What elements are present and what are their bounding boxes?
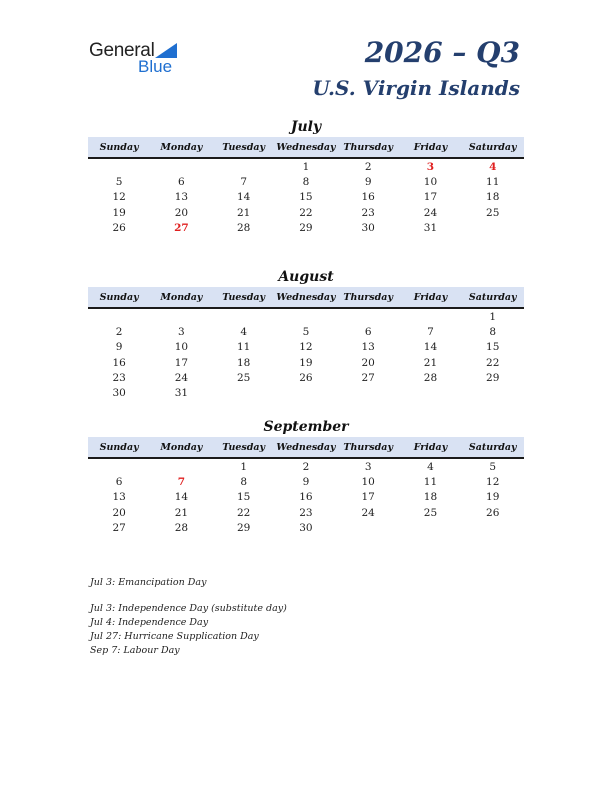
day-cell: 13 bbox=[112, 491, 126, 504]
month-august bbox=[88, 267, 524, 401]
week-row bbox=[88, 324, 524, 339]
weekday-friday: Friday bbox=[413, 441, 448, 453]
day-cell: 2 bbox=[115, 325, 123, 338]
weekday-thursday: Thursday bbox=[343, 141, 393, 153]
day-cell: 17 bbox=[174, 356, 189, 369]
day-cell: 5 bbox=[115, 175, 123, 188]
day-cell: 28 bbox=[174, 521, 189, 534]
weekday-sunday: Sunday bbox=[99, 291, 139, 303]
logo-general-text: General bbox=[89, 40, 155, 61]
day-cell: 30 bbox=[112, 387, 126, 400]
logo-triangle-icon bbox=[155, 43, 177, 58]
day-cell: 15 bbox=[486, 341, 500, 354]
day-cell: 4 bbox=[427, 460, 434, 473]
day-cell: 11 bbox=[423, 475, 438, 488]
day-cell: 31 bbox=[423, 221, 438, 234]
logo-blue-text: Blue bbox=[138, 57, 173, 76]
weekday-friday: Friday bbox=[413, 141, 448, 153]
day-cell: 14 bbox=[174, 491, 189, 504]
weekday-wednesday: Wednesday bbox=[276, 441, 336, 453]
day-cell: 27 bbox=[112, 521, 126, 534]
day-cell: 30 bbox=[299, 521, 313, 534]
week-row bbox=[88, 220, 524, 235]
day-cell: 10 bbox=[174, 341, 189, 354]
day-cell: 22 bbox=[486, 356, 500, 369]
day-cell: 27 bbox=[174, 221, 189, 234]
week-row bbox=[88, 355, 524, 370]
day-cell: 3 bbox=[178, 325, 185, 338]
day-cell: 20 bbox=[361, 356, 375, 369]
month-name: July bbox=[290, 119, 322, 135]
day-cell: 24 bbox=[361, 506, 375, 519]
note-item: Jul 3: Emancipation Day bbox=[90, 577, 207, 588]
day-cell: 1 bbox=[302, 160, 310, 173]
day-cell: 9 bbox=[115, 341, 123, 354]
day-cell: 26 bbox=[112, 221, 126, 234]
week-row bbox=[88, 159, 524, 174]
day-cell: 29 bbox=[299, 221, 313, 234]
day-cell: 24 bbox=[174, 371, 189, 384]
day-cell: 4 bbox=[489, 160, 497, 173]
note-gap bbox=[90, 590, 287, 602]
day-cell: 2 bbox=[302, 460, 310, 473]
day-cell: 9 bbox=[364, 175, 372, 188]
day-cell: 11 bbox=[236, 341, 251, 354]
weekday-header bbox=[88, 437, 524, 459]
day-cell: 19 bbox=[299, 356, 313, 369]
day-cell: 29 bbox=[486, 371, 500, 384]
month-name: September bbox=[263, 419, 349, 435]
day-cell: 10 bbox=[423, 175, 438, 188]
holiday-notes bbox=[90, 576, 287, 658]
day-cell: 16 bbox=[112, 356, 126, 369]
day-cell: 18 bbox=[486, 191, 500, 204]
day-cell: 28 bbox=[423, 371, 438, 384]
day-cell: 29 bbox=[236, 521, 251, 534]
day-cell: 24 bbox=[423, 206, 438, 219]
page-subtitle: U.S. Virgin Islands bbox=[312, 76, 520, 100]
day-cell: 17 bbox=[361, 491, 375, 504]
day-cell: 7 bbox=[177, 475, 186, 488]
day-cell: 6 bbox=[115, 475, 123, 488]
day-cell: 15 bbox=[299, 191, 313, 204]
day-cell: 16 bbox=[361, 191, 375, 204]
day-cell: 13 bbox=[361, 341, 375, 354]
day-cell: 26 bbox=[486, 506, 500, 519]
day-cell: 2 bbox=[364, 160, 372, 173]
month-name: August bbox=[278, 269, 334, 285]
week-row bbox=[88, 309, 524, 324]
day-cell: 1 bbox=[489, 310, 497, 323]
day-cell: 5 bbox=[302, 325, 310, 338]
day-cell: 31 bbox=[174, 387, 189, 400]
weekday-sunday: Sunday bbox=[99, 141, 139, 153]
day-cell: 25 bbox=[236, 371, 251, 384]
day-cell: 1 bbox=[240, 460, 247, 473]
weekday-tuesday: Tuesday bbox=[222, 141, 266, 153]
weekday-monday: Monday bbox=[160, 441, 203, 453]
weekday-monday: Monday bbox=[160, 291, 203, 303]
note-item: Sep 7: Labour Day bbox=[90, 645, 180, 656]
day-cell: 22 bbox=[236, 506, 251, 519]
day-cell: 18 bbox=[423, 491, 438, 504]
day-cell: 27 bbox=[361, 371, 375, 384]
day-cell: 7 bbox=[240, 175, 247, 188]
day-cell: 6 bbox=[364, 325, 372, 338]
day-cell: 20 bbox=[112, 506, 126, 519]
weekday-saturday: Saturday bbox=[468, 291, 517, 303]
weekday-friday: Friday bbox=[413, 291, 448, 303]
day-cell: 23 bbox=[299, 506, 313, 519]
day-cell: 18 bbox=[236, 356, 251, 369]
day-cell: 19 bbox=[486, 491, 500, 504]
week-row bbox=[88, 205, 524, 220]
weekday-saturday: Saturday bbox=[468, 141, 517, 153]
weekday-saturday: Saturday bbox=[468, 441, 517, 453]
day-cell: 17 bbox=[423, 191, 438, 204]
day-cell: 9 bbox=[302, 475, 310, 488]
day-cell: 15 bbox=[236, 491, 251, 504]
day-cell: 6 bbox=[178, 175, 185, 188]
day-cell: 16 bbox=[299, 491, 313, 504]
day-cell: 3 bbox=[364, 460, 372, 473]
month-july bbox=[88, 117, 524, 235]
month-september bbox=[88, 417, 524, 535]
day-cell: 12 bbox=[112, 191, 126, 204]
weekday-monday: Monday bbox=[160, 141, 203, 153]
day-cell: 12 bbox=[486, 475, 500, 488]
day-cell: 14 bbox=[236, 191, 251, 204]
day-cell: 23 bbox=[361, 206, 375, 219]
day-cell: 10 bbox=[361, 475, 375, 488]
day-cell: 5 bbox=[489, 460, 497, 473]
day-cell: 21 bbox=[423, 356, 438, 369]
day-cell: 25 bbox=[423, 506, 438, 519]
weekday-header bbox=[88, 287, 524, 309]
note-item: Jul 27: Hurricane Supplication Day bbox=[90, 631, 259, 642]
note-item: Jul 3: Independence Day (substitute day) bbox=[90, 603, 287, 614]
day-cell: 23 bbox=[112, 371, 126, 384]
day-cell: 28 bbox=[236, 221, 251, 234]
weekday-wednesday: Wednesday bbox=[276, 291, 336, 303]
weekday-thursday: Thursday bbox=[343, 291, 393, 303]
day-cell: 21 bbox=[236, 206, 251, 219]
day-cell: 11 bbox=[486, 175, 500, 188]
weekday-sunday: Sunday bbox=[99, 441, 139, 453]
day-cell: 4 bbox=[240, 325, 247, 338]
weekday-wednesday: Wednesday bbox=[276, 141, 336, 153]
day-cell: 8 bbox=[240, 475, 247, 488]
note-item: Jul 4: Independence Day bbox=[90, 617, 209, 628]
week-row bbox=[88, 370, 524, 385]
weekday-tuesday: Tuesday bbox=[222, 291, 266, 303]
day-cell: 19 bbox=[112, 206, 126, 219]
day-cell: 25 bbox=[486, 206, 500, 219]
week-row bbox=[88, 490, 524, 505]
week-row bbox=[88, 340, 524, 355]
day-cell: 7 bbox=[427, 325, 434, 338]
day-cell: 12 bbox=[299, 341, 313, 354]
week-row bbox=[88, 385, 524, 400]
week-row bbox=[88, 505, 524, 520]
day-cell: 21 bbox=[174, 506, 189, 519]
week-row bbox=[88, 474, 524, 489]
day-cell: 26 bbox=[299, 371, 313, 384]
day-cell: 13 bbox=[174, 191, 189, 204]
day-cell: 8 bbox=[302, 175, 310, 188]
day-cell: 30 bbox=[361, 221, 375, 234]
weekday-tuesday: Tuesday bbox=[222, 441, 266, 453]
day-cell: 14 bbox=[423, 341, 438, 354]
day-cell: 20 bbox=[174, 206, 189, 219]
day-cell: 8 bbox=[489, 325, 497, 338]
week-row bbox=[88, 520, 524, 535]
day-cell: 22 bbox=[299, 206, 313, 219]
weekday-thursday: Thursday bbox=[343, 441, 393, 453]
week-row bbox=[88, 190, 524, 205]
week-row bbox=[88, 174, 524, 189]
week-row bbox=[88, 459, 524, 474]
page-title: 2026 – Q3 bbox=[364, 36, 520, 69]
day-cell: 3 bbox=[426, 160, 435, 173]
weekday-header bbox=[88, 137, 524, 159]
